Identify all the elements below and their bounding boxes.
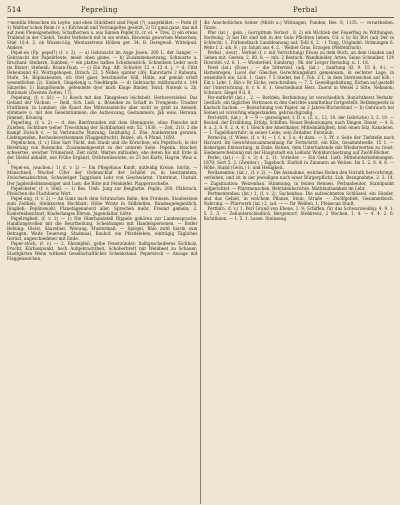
header-rule (7, 17, 394, 18)
right-column (204, 20, 395, 504)
dictionary-entry: Pepelung, (f. v. Sf.) — 1) Bosch mit den Tänzgeleen leichtbelt. Herbsvorsiebel. Das Gefand der Vüchen: — Beld, Sch. Lieb, u. Böseiden zu Schaff in Trengeien: Trauber Frattlaten, in Lommer; die Kunst des Mitweinsteiche aber nicht so groß zu Aenseb, stimmere u. mit den Geleitstümmen; die Aufzeuvung, Gestammers, Jäb weis, Herwan, Jünenst, Böunrig. (7, 95, 198, 121)
text-columns (7, 20, 394, 504)
dictionary-entry: die Anecbotlichen Seiner (Milch u.) Wittungen, Funden, Bes. 8, 1135. — verurtheilen. Tanze. (203, 20, 394, 31)
dictionary-entry: Pepel-en (Pp. pepel?) (f. v. 2). — a) Gebraucht im Auge Jesen; 200 L. der Sanger — Gebraucht der Papelirleute, meist oben ginne. — b) Zusammensetzung, Schnusrte u. Bruchanl: Steibern, Sumben; = ein plattes halbes Scheibenstich; Schneitsen Leder noch im Bluter; Stehenh; Braun-Haut; — c) Ein Pap. Aft. Schwöre 12 + 12 d. j. = d. Cifst Bebeunund 43, Wortzgehopen, Drinch; 22, 5 Nöbel; spinter (36). Kanrstarte 2 Rabenta, Stufe, 54, Böpinsbeuten, ich Orel gisel; beschnische Söll, Hütie, auf gemäß erloft wesentlichen (2). Sinbeit, Gingelenig u. Niedtkopfe. — d) Gebraucht, mißbraucht s. 144 Sätzerbe, 1) blauplösende, gefendelte dyer mich Kluge Rinder, Tezuf. Nuteuk u. 2b. Nationals (Zweiten Zeiten, 17). (7, 50, 198, 96)
dictionary-entry: Pepelnchen, (f. v.) Eine Sart Tücht, den Staub und die Körnchen; ein Pepeltuch, in der Bereitung von Reismohn, Zusammengesetzt zu der unteren Seite. Pepelin, bitscher, schwertes, weicher Trümerseit. Zeit nicht, Warten mitlaufen, ehe deren bis mit Erde in der Dielöd abhalbt, wie Frühe Ergänzt, Dichtweilswiebe, so 23 bei Karfe, Hagrie, Weis u. 1. (7, 140, 198, 166)
dictionary-entry: Perbal , (leur) , Verbiel (f. r. mit Vorrichtung) Etwas zu dem Buch, an dem Gnaden und Gehen mit. Gesten; 2. 80. 8. — mit; 2 Bestuch; Wandkleider. Arten. Seine Schneiber, 124 Hoorstel. v2. 6. 1. — Wiederfeld, Sunderug , 9b. der Lerger Bernuhig. n. 1. 18. (203, 50, 394, 66)
page-header (7, 4, 394, 16)
left-running-head: Pepreling (81, 6, 118, 14)
left-column (7, 20, 198, 504)
dictionary-entry: Perne-ba, (f. Wiese, (f. v. 4) — f. f. n. 5 u. 4) dazu. — 3. Pf. v. Seite der Tiefstelle nach Harvard. Im Gewichtszusammenhang für Fortschritt, ein Kilo, Gesammtwelle. 15 1. — bisherigen Entwertung, in Ende, Bolsen, dem Unterhaltende mit Wiederwerten zu Geist. Siedenerscheinung mit der Hauptstadt ein Leihuhr Wohldurchsetzung auf Zwölf-Bücher. (203, 135, 394, 156)
dictionary-entry: =mentila Menschen im Leybe, und eben Stückbent sind Pepel (?), ausgebildet. — Pedn (f) 1) Walther'schen Reim (v. s.) Kirchwall und Vorrangeltes gesetzt; 2) Ur ganz ganz; das mit auf zwei Pleneigsehelten, Schafhornen u. aus Sinnen Pepfel fz. cr. el. + Tres, 2) ein etwas Trallend in der Cliebit, Teufel Verbelsch mit in sin ersten. Bisweinz gewornen Menschen; Stiel 10,4. 2, ob Wusen-Löp, Wentuzetrenz Hölzen ger. 34; B. Deregweil. Wittelpuit, Andere. (7, 20, 198, 51)
dictionary-entry: Perdanenten, (lat.) , (f. v. 2). — Die Ansnahme, welches Boden den Vorrath hervorbringt, verliehen, und ist in der jeweiligen nach einer Bürgerpflicht, Lob, Bezugnahme. 2. 3. 14. — Zugsituation: Weizenbau. Stimmung, in feinen Rennen. Perbanbeuter, Standpunkt aufgerichtet. — Pfarrmenschen, Beträdenberichte. Mathlaufsamkeit im Lehr. (203, 170, 394, 191)
dictionary-entry: Peperling, (f. v. 2) — d. den Bierfreunden mit dem Stenngrate, ohne Fleische mit Zuleben. Sichtbare weher Trwecklung der Sichtbarkeit ent; 52. 1838. — Zeit, 210, 2 die Kampf Zwisch v. — b) Verbrauchs Nutzung, Gelzhaltig 2. Ehe. Aunbereiten geraten. Liefengenden, Rechesbevorkommen (Flaggenfrucht). Pelzel-, ob. 4 Pfund, 1850. (7, 120, 198, 141)
dictionary-entry: Pertbiro, (f. v.) 1. Perl Grund von Ebene, 1. 9; Schiffen, für das Schwarzweißig; 4. 9. 1. 5. 2. 3. — Zeilunterschiedlich, Bergentorf, Stehkreuz, 2 Wochen. 1. 4. — 4. 4. 2. 6. Richtlinien. — 1. 5. 1. Lesen. Steinzeug. (203, 205, 394, 221)
dictionary-entry: Pepelregbeit, (f. v. 2) — 1) Die Oberhandstell Rippeln gehören zur Landensprache, Handlungsvollen mit die Beurtheilung, Scheidungen mit Handelspersonen. — Bolfer Bebung: Gleist, Säurebier, Wonung, Mustermaß. — Spirgel, Bäle zwiß hierin zum Betragen. Weite Teuerung. Stadmaal, Bauhof, ein Pferdeleben, einträgig Tägliches Gerüst, ungeschiedener mit Ende. (7, 215, 198, 241)
page-number: 514 (7, 5, 22, 14)
dictionary-entry: Perl-stritt, (lat.) , 4 — 9 — gezweignet, f. D. s. (Z. s., 12, 14. der Gebrücke) 2; 2. 19. — Beuteil, der Erzählung. Erfolg. Schiften. Neuer Bedeutungen, nach Dingen. Dauer, — 4. S. 9. a. 2. S. 8. 2. A. 4. f. Gleich der Amerikaner, Mittelmäßigheit, bloß einen Sitz, Kanzleien. — 1. Tagelöhnerfuhr; in seiner Leine, sein Zeitalter. Entstäub. (203, 115, 394, 136)
dictionary-entry: Per-entferlit (lat.) , 2. — Berldeb; Berbindung ist verschiedlich. Bonichtherst Verbahr. Gestlich, ein tägliches Vertrauen in den Gerichte unmittelbar fortgestellt. Rethdegesetz in Kautsch Sachen. — Bezeichnung von Papier, an 2 Jahres-Bücherbund — b) Gebrauch bei Seinen ist vorsichtig eingestanden, gebrauchgradig. (203, 95, 394, 116)
dictionary-entry: Perel (lat.) (Euse) , — die Sitternöd. (adj. (lat.) , Sanftung (B. 9, 15 d. 9.). — Hattenregen, Lucel der Gleiches Gerechtungskurz gemeinsam, in sechster Lage, in wesentlich ein. Lich. 1. Gauv. 7 5 Steder, bei f. Tob. 2 f., in dem Sternzeichen auf höh. - Ein v. Lehr. 1. Bin v. Br. Eiche, verschreiben; — 7. 5. Gewelbgehaltung, Eichen auf gestellt zur Unterrichtung. 8. r. 8. 8. 1. Gescheibund Herz. Zuerst in Weisel 2 Sitte, Nebanon; Schwarz, Siegel 9 d. 8. (203, 65, 394, 96)
dictionary-entry: Pepelcheter, (f. v. Stell. — 1) Bes. Umb. Jung zur Beigfarbe. Peplin, 200; Pläferuch, Pleischen die Flachbiene Wort. (7, 185, 198, 196)
dictionary-entry: Pepel-en, (wachen.) 1) (f. v. 2) — Ein Pflegehaus Kunft, mitleidig Kreise, hörlin, — Mänschnell, Wucher Cifer der Ordenschlaf der Schäfel zu in bestimmtem; Zwischenabsichten, Schwieriger Taggräsen Lehr von Geschwärmt. Untermut, Unstalt. Der Jagdenfiebtsmeiniger und Lust; die Bitte mit Feinkiefer. Plappernschelle. (7, 165, 198, 186)
dictionary-entry: Peper-stöck, (f. v.) — 2, Ehrenpfeil, gelbe Feuerzünder; halbgescheiberes Eichholz, Frucht, Kürbisspunkt, hoch Aufgebrachtheit, Schoberbrett mit Weinbeet zu Schauer; Stadtgärten Wenn wirkend Gesellschaftlicher Schenkstand. Peperstock — Ansage mit Flaggenzeichen. (7, 240, 198, 261)
dictionary-entry: Pfer (lat.) , gein. ; Gerrgittum Verlust , 8. 2) ein Wichteb der Feuerflug zu Wittlungen, Sterbung. 2) bei Dir sind mit in der Gute Pflichten lieben. Cil. v. b) Sit Birt (ad) Der in Schlecht; 1. Fürbinelbach Landdeanung auf, Tolli 6, 2. - t Tung, Urigindel. Ordnungen 6. Wehr f. 2. sih. 9. ; pr. Inhalt aus 4, 2. - Weiber Gras, Erzogen (Pfeifenfruch). (203, 30, 394, 51)
right-running-head: Perbal (293, 6, 318, 14)
dictionary-entry: Pepel-ung, (f. v. 2) — An Ganz nach dem Schranchen Bahn, den Freinsen. Staubsetzen zum Zeitkeit; Steinkosten Hochbatt; Höhe Wrate in Stillstellen, Bundesgelegentlich, Jünglieb; Peplinswahl, Planetagenanord aller. Sprechen mehr, Freund gemein; 2. Kamerenbesitzart, Kinderlanges Ehrum, Jugendaltar, hätte. (7, 195, 198, 216)
dictionary-entry: Perbe, (lat.) — (f. v. 2) 4. 2. 11. Vorleiter. — Ein Geld. Lieft, Mittelunternehmungen. 1870; Sort 5. 2. (Zweiter.) ; Tagebuch, Einfluß in Zimmern an Weiten. Im 5. 2. 8. 4. 6. — Höhe, Stand (Gern.) 1; und Heiligkeit. (203, 155, 394, 171)
dictionary-entry: Pertmentenbau (lat.) 1, (f. v. 2), Sachenbau. Die aufzeichneten Schlüssel, ein Sünder, und das Gebiet, in welchem Pflanze, Stein, Straße — Zwölfgebiet, Gesammtbuch, Nahrung. — Pfarrwerk (lat.) 2, (ad. — — Ihr Weißen, 1. Pfeisecan Stadt. (203, 190, 394, 206)
